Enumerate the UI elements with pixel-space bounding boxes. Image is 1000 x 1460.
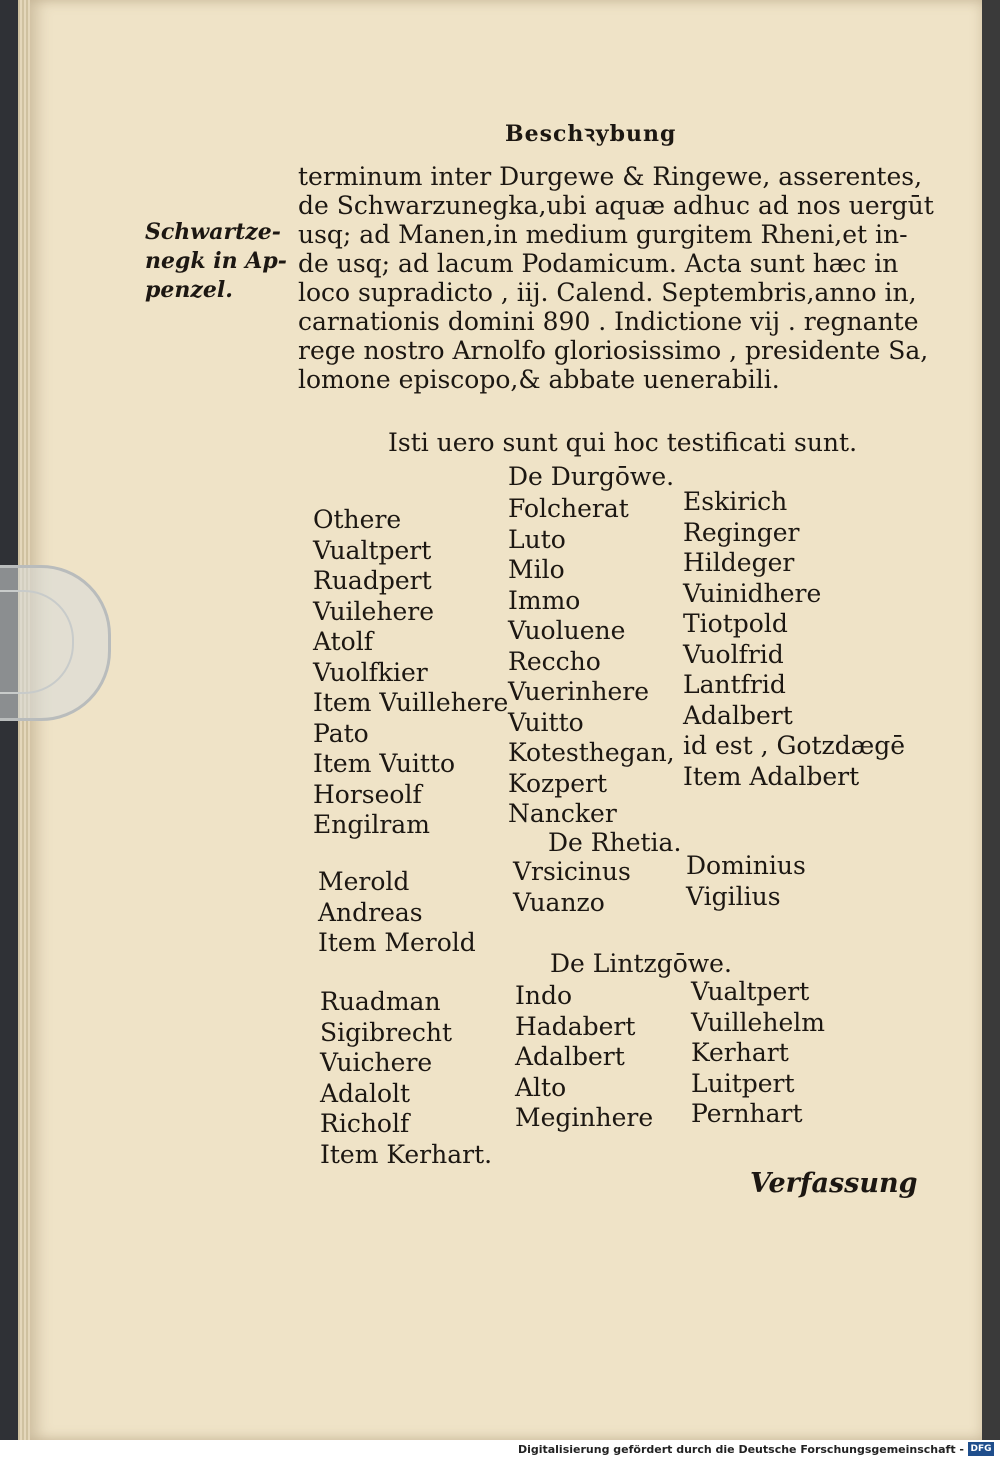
witness-name: Ruadpert [313,566,432,595]
body-text [298,162,934,394]
witness-name: Andreas [318,897,423,927]
witness-name: Vuanzo [513,887,605,917]
witness-name: Vuerinhere [508,677,650,706]
witness-name: Vuichere [320,1048,433,1077]
marginal-note-line: negk in Ap- [145,248,287,274]
witness-name: Item Merold [318,928,476,957]
witness-column-1 [313,505,508,841]
witness-name: Vuolfrid [683,639,784,669]
witness-name: Kotesthegan, [508,738,675,767]
witness-name: id est , Gotzdægē [683,731,905,760]
witness-name: Alto [515,1072,567,1102]
witness-column-2 [513,857,631,918]
body-line: terminum inter Durgewe & Ringewe, asserentes, [298,162,923,191]
witness-name: Reccho [508,646,601,676]
witness-name: Item Kerhart. [320,1139,493,1169]
witness-name: Vrsicinus [513,857,631,886]
witness-name: Nancker [508,799,617,828]
witness-name: Hadabert [515,1011,636,1041]
witness-name: Othere [313,505,402,534]
footer-credit: Digitalisierung gefördert durch die Deutsche Forschungsgemeinschaft - [517,1443,964,1456]
witness-name: Milo [508,555,565,584]
witness-name: Kozpert [508,768,608,798]
section-heading-lintzgowe: De Lintzgōwe. [550,949,732,978]
witness-name: Vuoluene [508,616,626,645]
section-heading-durgowe: De Durgōwe. [508,462,675,491]
witness-name: Item Adalbert [683,761,860,791]
witness-column-2 [508,494,675,830]
marginal-note-line: penzel. [145,277,233,303]
catchword: Verfassung [750,1168,918,1199]
witness-name: Horseolf [313,779,422,809]
dfg-logo-icon: DFG [968,1442,994,1456]
witness-name: Dominius [686,851,806,880]
witness-name: Vuinidhere [683,578,822,608]
witness-column-3 [691,977,825,1130]
witness-column-3 [686,851,806,912]
witness-column-3 [683,487,905,792]
witness-name: Vigilius [686,881,781,911]
witness-name: Atolf [313,627,373,656]
body-line: lomone episcopo,& abbate uenerabili. [298,365,780,394]
body-line: de Schwarzunegka,ubi aquæ adhuc ad nos uergūt [298,191,934,220]
witness-name: Pato [313,718,369,748]
body-line: rege nostro Arnolfo gloriosissimo , presidente Sa, [298,336,929,365]
witness-column-2 [515,981,653,1134]
witness-name: Adalbert [683,700,793,730]
witness-name: Lantfrid [683,670,786,699]
witness-name: Vualtpert [313,535,432,565]
witness-name: Meginhere [515,1103,654,1132]
witness-name: Tiotpold [683,609,788,638]
witness-name: Merold [318,867,410,896]
witness-name: Kerhart [691,1038,789,1067]
witness-name: Vualtpert [691,977,810,1006]
running-header: Beschꝛybung [505,121,677,147]
witness-name: Eskirich [683,487,788,516]
witness-column-1 [318,867,476,959]
witness-name: Vuillehelm [691,1007,825,1037]
witness-name: Luto [508,524,566,554]
witness-name: Vuilehere [313,596,434,626]
witness-name: Adalbert [515,1042,625,1071]
witness-name: Luitpert [691,1068,795,1098]
witness-column-1 [320,987,492,1170]
witness-name: Pernhart [691,1099,803,1128]
witness-name: Item Vuillehere [313,688,509,717]
right-page-edge [982,0,1000,1440]
witness-heading: Isti uero sunt qui hoc testificati sunt. [388,428,858,457]
witness-name: Reginger [683,517,800,547]
section-heading-rhetia: De Rhetia. [548,828,682,857]
witness-name: Ruadman [320,987,441,1016]
witness-name: Engilram [313,810,430,839]
body-line: usq; ad Manen,in medium gurgitem Rheni,et in- [298,220,908,249]
witness-name: Folcherat [508,494,629,523]
body-line: de usq; ad lacum Podamicum. Acta sunt hæc in [298,249,899,278]
body-line: carnationis domini 890 . Indictione vij . regnante [298,307,919,336]
witness-name: Hildeger [683,548,795,577]
witness-name: Vuitto [508,707,584,737]
witness-name: Vuolfkier [313,657,428,687]
marginal-note-line: Schwartze- [145,219,281,245]
marginal-note [145,218,287,305]
witness-name: Immo [508,585,581,615]
witness-name: Indo [515,981,573,1010]
witness-name: Richolf [320,1109,410,1138]
witness-name: Sigibrecht [320,1017,453,1047]
witness-name: Adalolt [320,1078,411,1108]
witness-name: Item Vuitto [313,749,456,778]
body-line: loco supradicto , iij. Calend. Septembris,anno in, [298,278,917,307]
